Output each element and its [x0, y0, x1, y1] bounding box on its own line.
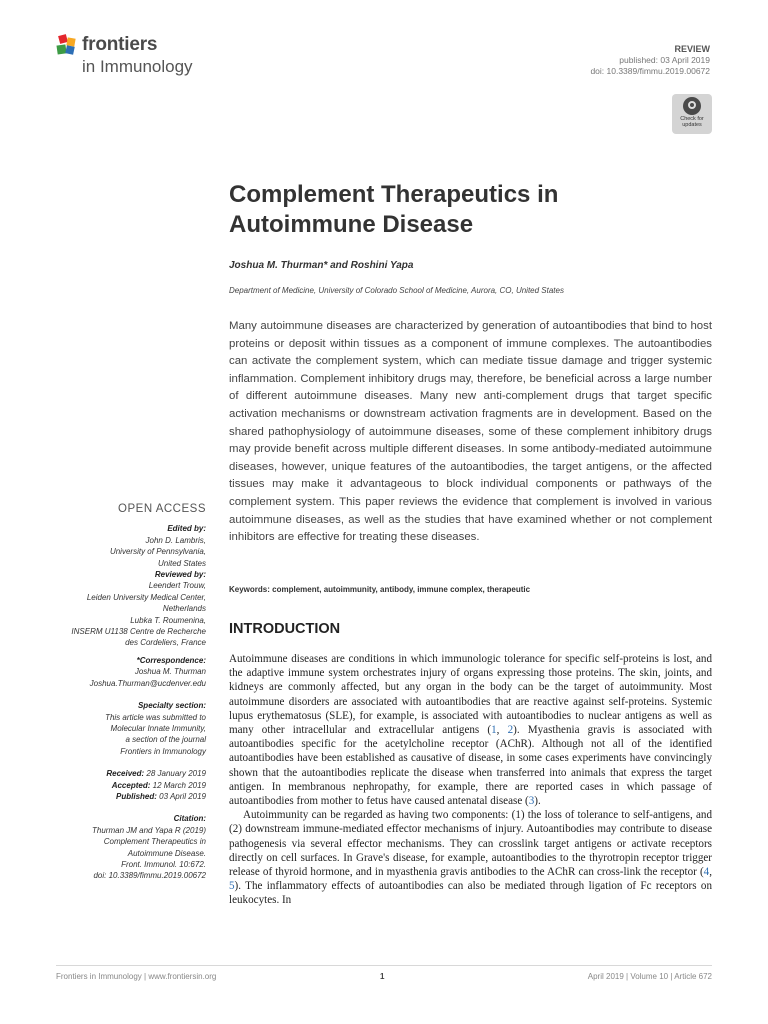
specialty-section-label: Specialty section: [137, 701, 206, 711]
section-heading-introduction: INTRODUCTION [229, 621, 341, 637]
received-date: Received: 28 January 2019 [106, 769, 206, 779]
article-title: Complement Therapeutics in Autoimmune Disease [229, 181, 559, 238]
citation-link[interactable]: 5 [229, 880, 235, 893]
published-date: published: 03 April 2019 [619, 55, 710, 65]
reviewed-by-label: Reviewed by: [154, 570, 206, 580]
correspondence-email[interactable]: Joshua.Thurman@ucdenver.edu [89, 678, 206, 688]
article-type: REVIEW [674, 44, 710, 54]
citation-link[interactable]: 2 [507, 724, 514, 737]
citation-info: Thurman JM and Yapa R (2019) Complement Therapeutics in Autoimmune Disease. Front. Immunol. 10:672. doi: 10.3389/fimmu.2019.00672 [40, 825, 206, 882]
correspondence-info: Joshua M. Thurman Joshua.Thurman@ucdenver.edu [40, 666, 206, 689]
keywords-list: complement, autoimmunity, antibody, immune complex, therapeutic [272, 585, 531, 594]
article-info-sidebar [40, 504, 206, 882]
check-updates-icon [683, 97, 701, 115]
paragraph: Autoimmunity can be regarded as having two components: (1) the loss of tolerance to self-antigens, and (2) downstream immune-mediated effector mechanisms of injury. Autoantibodies may contribute to disease pathogenesis via several effector mechanisms. They can crosslink target antigens or activate receptors directly on cell surfaces. In Grave's disease, for example, autoantibodies to the thyrotropin receptor trigger release of thyroid hormone, and in myasthenia gravis antibodies to the AChR can cross-link the receptor (4, 5). The inflammatory effects of autoantibodies can also be mediated through ligation of Fc receptors on leukocytes. In [229, 809, 712, 907]
abstract: Many autoimmune diseases are characterized by generation of autoantibodies that bind to host proteins or deposit within tissues as a component of immune complexes. The autoantibodies can activate the complement system, which can mediate tissue damage and trigger systemic inflammation. Complement inhibitory drugs may, therefore, be beneficial across a large number of different autoimmune diseases. Many new anti-complement drugs that target specific activation mechanisms or downstream activation fragments are in development. Based on the shared pathophysiology of autoimmune diseases, some of these complement inhibitory drugs may provide benefit across multiple different diseases. In some antibody-mediated autoimmune diseases, however, unique features of the autoantibodies, the target antigens, or the affected tissues may make it advantageous to block individual components or pathways of the complement system. This paper reviews the evidence that complement is involved in various autoimmune diseases, as well as the studies that have examined whether or not complement inhibitors are effective for treating these diseases. [229, 320, 712, 544]
frontiers-logo-icon [56, 34, 80, 58]
citation-link[interactable]: 1 [491, 724, 497, 737]
article-meta [590, 44, 710, 77]
correspondence-label: *Correspondence: [136, 655, 206, 665]
check-for-updates-button[interactable] [672, 94, 712, 134]
reviewer-info: Leendert Trouw, Leiden University Medical Center, Netherlands Lubka T. Roumenina, INSERM U1138 Centre de Recherche des Cordeliers, France [71, 581, 206, 648]
accepted-date: Accepted: 12 March 2019 [111, 780, 206, 790]
keywords [229, 585, 530, 594]
citation-doi[interactable]: doi: 10.3389/fimmu.2019.00672 [93, 871, 206, 881]
article-affiliation: Department of Medicine, University of Colorado School of Medicine, Aurora, CO, United States [229, 286, 564, 295]
journal-logo[interactable] [56, 32, 236, 82]
doi-link[interactable]: doi: 10.3389/fimmu.2019.00672 [590, 66, 710, 76]
specialty-section-info: This article was submitted to Molecular Innate Immunity, a section of the journal Frontiers in Immunology [105, 712, 206, 756]
citation-label: Citation: [173, 814, 206, 824]
citation-link[interactable]: 4 [703, 866, 710, 879]
edited-by-label: Edited by: [167, 524, 206, 534]
published-date-sidebar: Published: 03 April 2019 [116, 791, 206, 801]
paragraph: Autoimmune diseases are conditions in which immunologic tolerance for specific self-proteins is lost, and the adaptive immune system orchestrates injury of organs expressing those proteins. The skin, joints, and kidneys are commonly affected, but any organ in the body can be the target of autoimmunity. Most autoimmune disorders are associated with autoantibodies that are reactive against self-proteins. Systemic lupus erythematosus (SLE), for example, is associated with autoantibodies to nuclear antigens as well as many other intracellular and extracellular antigens (1, 2). Myasthenia gravis is associated with autoantibodies specific for the acetylcholine receptor (AChR). Although not all of the identified autoantibodies have been established as causative of disease, in some cases experiments have convincingly shown that the autoantibodies replicate the disease when transferred into animals that express the target antigen. In membranous nephropathy, for example, there are reported cases in which passage of autoantibodies from mother to fetus have caused antenatal disease (3). [229, 653, 712, 808]
journal-subtitle: in Immunology [82, 57, 193, 76]
page-number: 1 [380, 972, 385, 981]
check-updates-label: Check for updates [680, 116, 704, 128]
footer-issue-info: April 2019 | Volume 10 | Article 672 [587, 972, 712, 981]
introduction-body [229, 652, 712, 908]
editor-info: John D. Lambris, University of Pennsylvania, United States [109, 535, 206, 568]
article-authors: Joshua M. Thurman* and Roshini Yapa [229, 260, 414, 271]
footer-journal-link[interactable]: Frontiers in Immunology | www.frontiersin.org [56, 972, 217, 981]
footer-divider [56, 965, 712, 966]
journal-name: frontiers [82, 34, 158, 55]
keywords-label: Keywords: [229, 585, 270, 594]
citation-link[interactable]: 3 [528, 795, 535, 808]
open-access-label: OPEN ACCESS [118, 503, 206, 515]
